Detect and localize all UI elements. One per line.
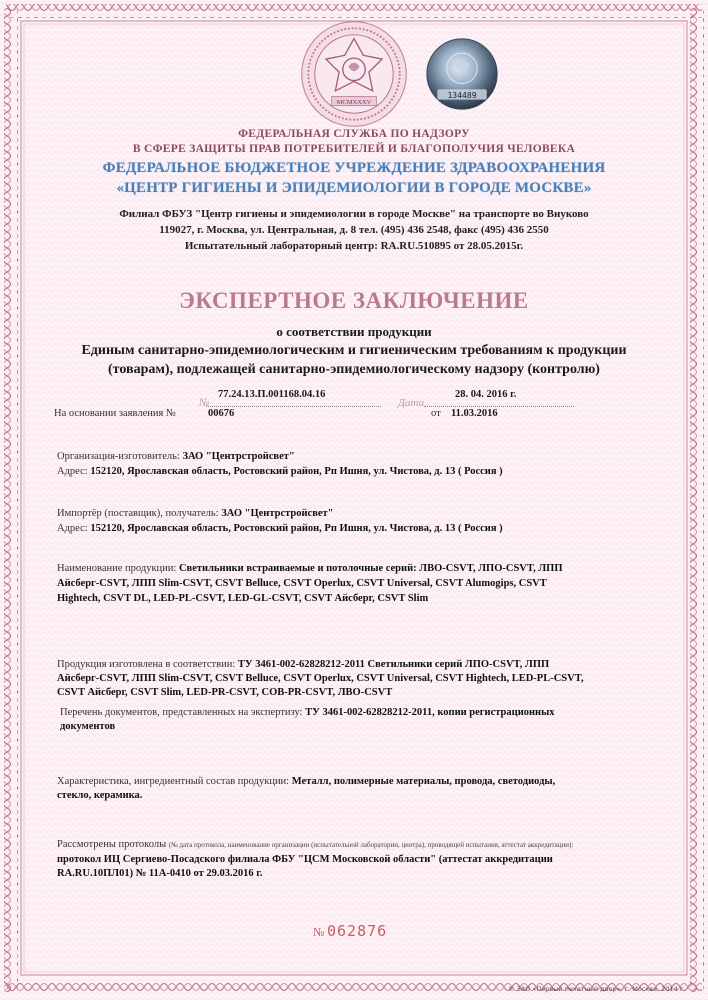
importer-label: Импортёр (поставщик), получатель: [57, 508, 219, 519]
date-underline [424, 406, 574, 407]
printer-mark: © ЗАО «Первый печатный двор», г. Москва, 2014 г. [508, 985, 686, 993]
protocols-hint: (№ дата протокола, наименование организации (испытательной лаборатории, центра), проводящей испытания, аттестат аккредитации): [168, 841, 574, 849]
document-title: ЭКСПЕРТНОЕ ЗАКЛЮЧЕНИЕ [179, 288, 529, 313]
importer-address-value: 152120, Ярославская область, Ростовский район, Рп Ишня, ул. Чистова, д. 13 ( Россия ) [90, 523, 503, 534]
product-line-1: Светильники встраиваемые и потолочные серий: ЛВО-CSVT, ЛПО-CSVT, ЛПП [178, 563, 563, 574]
branch-line-1: Филиал ФБУЗ "Центр гигиены и эпидемиологии в городе Москве" на транспорте во Внуково [119, 208, 589, 220]
serial-label: № [313, 925, 325, 939]
number-underline [206, 406, 381, 407]
product-line-3: Hightech, CSVT DL, LED-PL-CSVT, LED-GL-CSVT, CSVT Айсберг, CSVT Slim [57, 593, 429, 604]
agency-line-2: В СФЕРЕ ЗАЩИТЫ ПРАВ ПОТРЕБИТЕЛЕЙ И БЛАГОПОЛУЧИЯ ЧЕЛОВЕКА [132, 143, 576, 155]
manufacturer-address-value: 152120, Ярославская область, Ростовский район, Рп Ишня, ул. Чистова, д. 13 ( Россия ) [90, 466, 503, 477]
made-line-1: ТУ 3461-002-62828212-2011 Светильники серий ЛПО-CSVT, ЛПП [237, 659, 550, 670]
product-label: Наименование продукции: [57, 563, 177, 574]
protocols-line-2: RA.RU.10ПЛ01) № 11А-0410 от 29.03.2016 г. [57, 868, 263, 879]
composition-label: Характеристика, ингредиентный состав продукции: [57, 776, 290, 787]
docs-label: Перечень документов, представленных на экспертизу: [60, 707, 303, 718]
from-label: от [431, 408, 441, 419]
hologram-sticker [424, 36, 500, 112]
basis-label: На основании заявления № [54, 408, 176, 419]
composition-line-1: Металл, полимерные материалы, провода, светодиоды, [291, 776, 556, 787]
branch-line-3: Испытательный лабораторный центр: RA.RU.510895 от 28.05.2015г. [184, 240, 524, 252]
docs-line-2: документов [60, 721, 116, 732]
made-in-accordance-field [57, 658, 549, 672]
branch-line-2: 119027, г. Москва, ул. Центральная, д. 8 тел. (495) 436 2548, факс (495) 436 2550 [159, 224, 549, 236]
documents-field [60, 706, 555, 720]
made-label: Продукция изготовлена в соответствии: [57, 659, 236, 670]
protocols-field [57, 838, 573, 852]
registration-date: 28. 04. 2016 г. [455, 389, 517, 400]
registration-number: 77.24.13.П.001168.04.16 [218, 389, 326, 400]
hologram-number: 134489 [447, 90, 477, 100]
manufacturer-field [57, 450, 295, 464]
number-label: № [199, 397, 210, 409]
importer-address-label: Адрес: [57, 523, 88, 534]
date-label: Дата [398, 397, 425, 409]
document-subtitle: о соответствии продукции [276, 324, 432, 339]
manufacturer-label: Организация-изготовитель: [57, 451, 180, 462]
manufacturer-address-field [57, 465, 503, 479]
manufacturer-address-label: Адрес: [57, 466, 88, 477]
protocols-line-1: протокол ИЦ Сергиево-Посадского филиала ФБУ "ЦСМ Московской области" (аттестат аккредитации [57, 854, 553, 865]
made-line-2: Айсберг-CSVT, ЛПП Slim-CSVT, CSVT Belluce, CSVT Operlux, CSVT Universal, CSVT Hightech, LED-PL-CSVT, [57, 673, 584, 684]
seal-emblem [298, 18, 410, 130]
manufacturer-value: ЗАО "Центрстройсвет" [182, 451, 295, 462]
product-line-2: Айсберг-CSVT, ЛПП Slim-CSVT, CSVT Belluce, CSVT Operlux, CSVT Universal, CSVT Alumogips, CSVT [57, 578, 547, 589]
conformity-line-2: (товарам), подлежащей санитарно-эпидемиологическому надзору (контролю) [108, 362, 600, 377]
importer-field [57, 507, 334, 521]
made-line-3: CSVT Айсберг, CSVT Slim, LED-PR-CSVT, COB-PR-CSVT, ЛВО-CSVT [57, 687, 393, 698]
seal-year: MCMXXXV [336, 98, 372, 106]
application-number: 00676 [208, 408, 235, 419]
importer-address-field [57, 522, 503, 536]
serial-number: 062876 [327, 922, 388, 940]
protocols-label: Рассмотрены протоколы [57, 839, 167, 850]
institution-line-2: «ЦЕНТР ГИГИЕНЫ И ЭПИДЕМИОЛОГИИ В ГОРОДЕ МОСКВЕ» [116, 180, 592, 196]
composition-line-2: стекло, керамика. [57, 790, 143, 801]
conformity-line-1: Единым санитарно-эпидемиологическим и гигиеническим требованиям к продукции [81, 343, 627, 358]
docs-line-1: ТУ 3461-002-62828212-2011, копии регистрационных [305, 707, 555, 718]
application-date: 11.03.2016 [451, 408, 498, 419]
institution-line-1: ФЕДЕРАЛЬНОЕ БЮДЖЕТНОЕ УЧРЕЖДЕНИЕ ЗДРАВООХРАНЕНИЯ [102, 160, 606, 176]
composition-field [57, 775, 555, 789]
agency-line-1: ФЕДЕРАЛЬНАЯ СЛУЖБА ПО НАДЗОРУ [238, 128, 470, 140]
importer-value: ЗАО "Центрстройсвет" [221, 508, 334, 519]
product-name-field [57, 562, 563, 576]
